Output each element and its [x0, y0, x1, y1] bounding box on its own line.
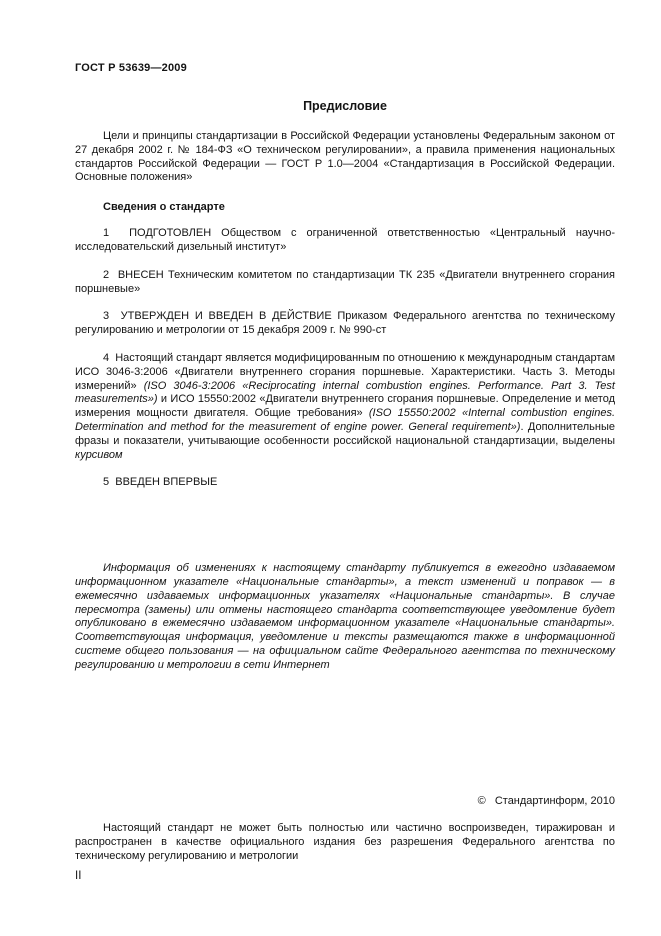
item-4-text-ru-3: . Дополнительные фразы и показатели, учитывающие особенности российской национальной стандартизации, выделены [75, 420, 615, 447]
foreword-item-5: 5 ВВЕДЕН ВПЕРВЫЕ [103, 476, 218, 489]
copyright-line: © Стандартинформ, 2010 [477, 795, 615, 807]
item-4-text-ru-2: и ИСО 15550:2002 «Двигатели внутреннего сгорания поршневые. Определение и метод измерения мощности двигателя. Общие требования» [75, 393, 615, 420]
foreword-item-3: 3 УТВЕРЖДЕН И ВВЕДЕН В ДЕЙСТВИЕ Приказом Федерального агентства по техническому регулированию и метрологии от 15 декабря 2009 г. № 990-ст [75, 310, 615, 337]
document-code: ГОСТ Р 53639—2009 [75, 62, 187, 74]
item-4-iso-title-en-2: (ISO 15550:2002 «Internal combustion engines. Determination and method for the measurement of engine power. General requirement») [75, 407, 615, 433]
foreword-intro-paragraph: Цели и принципы стандартизации в Российской Федерации установлены Федеральным законом от 27 декабря 2002 г. № 184-ФЗ «О техническом регулировании», а правила применения национальных стандартов Российской Федерации — ГОСТ Р 1.0—2004 «Стандартизация в Российской Федерации. Основные положения» [75, 130, 615, 184]
item-4-text-ru-1: 4 Настоящий стандарт является модифицированным по отношению к международным стандартам ИСО 3046-3:2006 «Двигатели внутреннего сгорания поршневые. Характеристики. Часть 3. Методы измерений» [75, 351, 616, 392]
foreword-item-4 [75, 352, 615, 462]
item-4-iso-title-en-1: (ISO 3046-3:2006 «Reciprocating internal combustion engines. Performance. Part 3. Test measurements») [75, 379, 615, 406]
item-4-cursive-word: курсивом [75, 448, 123, 461]
foreword-title: Предисловие [303, 99, 387, 113]
amendments-notice: Информация об изменениях к настоящему стандарту публикуется в ежегодно издаваемом информационном указателе «Национальные стандарты», а текст изменений и поправок — в ежемесячно издаваемых информационных указателях «Национальные стандарты». В случае пересмотра (замены) или отмены настоящего стандарта соответствующее уведомление будет опубликовано в ежемесячно издаваемом информационном указателе «Национальные стандарты». Соответствующая информация, уведомление и тексты размещаются также в информационной системе общего пользования — на официальном сайте Федерального агентства по техническому регулированию и метрологии в сети Интернет [75, 562, 615, 671]
standard-info-heading: Сведения о стандарте [103, 201, 225, 214]
reproduction-restriction-notice: Настоящий стандарт не может быть полностью или частично воспроизведен, тиражирован и распространен в качестве официального издания без разрешения Федерального агентства по техническому регулированию и метрологии [75, 822, 615, 862]
page-number: II [75, 870, 82, 882]
foreword-item-2: 2 ВНЕСЕН Техническим комитетом по стандартизации ТК 235 «Двигатели внутреннего сгорания поршневые» [75, 268, 615, 295]
foreword-item-1: 1 ПОДГОТОВЛЕН Обществом с ограниченной ответственностью «Центральный научно-исследовательский дизельный институт» [75, 227, 615, 253]
